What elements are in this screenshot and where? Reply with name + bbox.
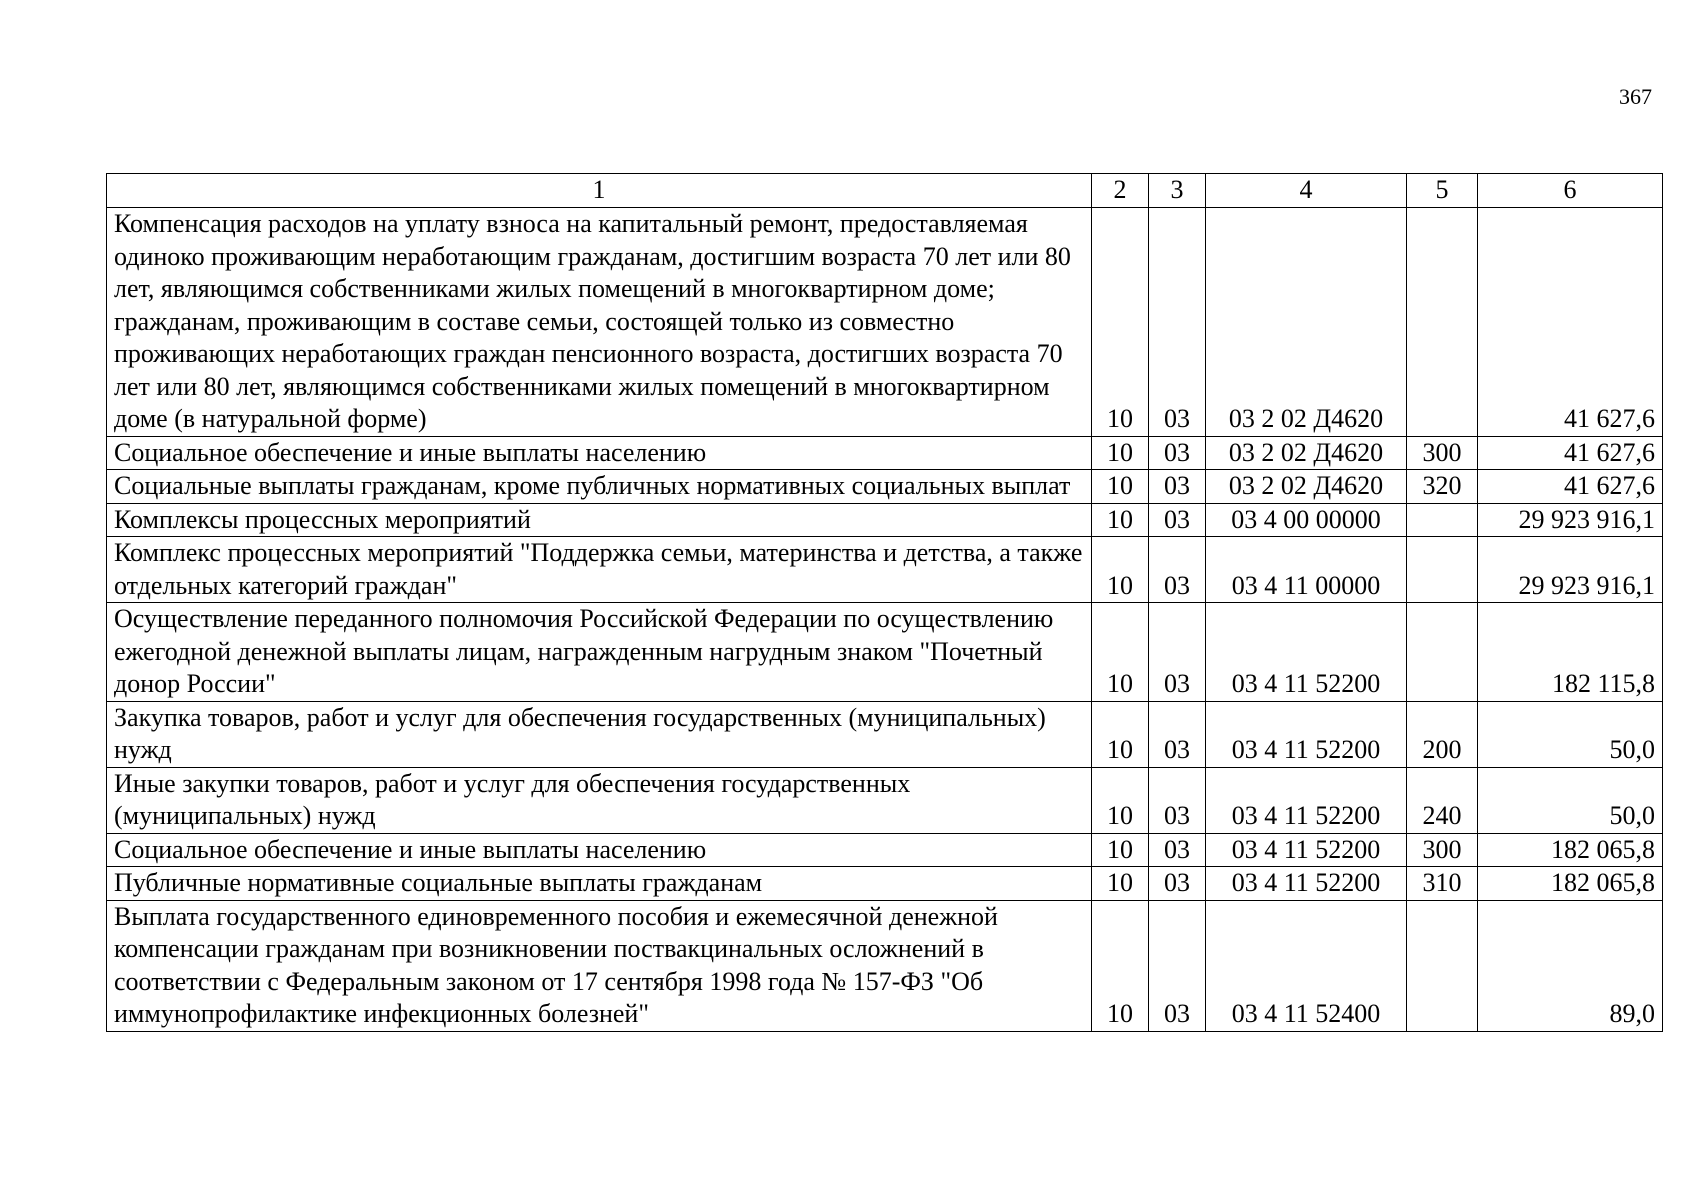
row-expense-type: [1407, 603, 1478, 702]
table-row: [107, 436, 1663, 470]
row-subsection: 03: [1149, 470, 1206, 504]
table-row: [107, 208, 1663, 437]
row-amount: 29 923 916,1: [1478, 503, 1663, 537]
row-name: Социальное обеспечение и иные выплаты населению: [107, 833, 1092, 867]
row-subsection: 03: [1149, 537, 1206, 603]
column-header-target-code: 4: [1206, 174, 1407, 208]
row-target-code: 03 4 11 52200: [1206, 701, 1407, 767]
row-target-code: 03 4 11 52400: [1206, 900, 1407, 1031]
column-header-expense-type: 5: [1407, 174, 1478, 208]
budget-table: [106, 173, 1663, 1032]
table-row: [107, 767, 1663, 833]
row-target-code: 03 4 11 52200: [1206, 767, 1407, 833]
row-target-code: 03 2 02 Д4620: [1206, 436, 1407, 470]
row-target-code: 03 4 11 00000: [1206, 537, 1407, 603]
column-header-subsection: 3: [1149, 174, 1206, 208]
row-expense-type: 310: [1407, 867, 1478, 901]
row-target-code: 03 2 02 Д4620: [1206, 470, 1407, 504]
table-header-row: [107, 174, 1663, 208]
row-subsection: 03: [1149, 208, 1206, 437]
page-number: 367: [1619, 84, 1652, 109]
table-row: [107, 900, 1663, 1031]
row-name: Компенсация расходов на уплату взноса на капитальный ремонт, предоставляемая одиноко проживающим неработающим гражданам, достигшим возраста 70 лет или 80 лет, являющимся собственниками жилых помещений в многоквартирном доме; гражданам, проживающим в составе семьи, состоящей только из совместно проживающих неработающих граждан пенсионного возраста, достигших возраста 70 лет или 80 лет, являющимся собственниками жилых помещений в многоквартирном доме (в натуральной форме): [107, 208, 1092, 437]
row-amount: 41 627,6: [1478, 436, 1663, 470]
row-section: 10: [1092, 833, 1149, 867]
row-name: Выплата государственного единовременного пособия и ежемесячной денежной компенсации гражданам при возникновении поствакцинальных осложнений в соответствии с Федеральным законом от 17 сентября 1998 года № 157-ФЗ "Об иммунопрофилактике инфекционных болезней": [107, 900, 1092, 1031]
row-target-code: 03 2 02 Д4620: [1206, 208, 1407, 437]
row-amount: 29 923 916,1: [1478, 537, 1663, 603]
row-amount: 182 065,8: [1478, 867, 1663, 901]
row-expense-type: [1407, 900, 1478, 1031]
row-expense-type: 300: [1407, 436, 1478, 470]
row-section: 10: [1092, 436, 1149, 470]
row-name: Закупка товаров, работ и услуг для обеспечения государственных (муниципальных) нужд: [107, 701, 1092, 767]
table-row: [107, 867, 1663, 901]
row-expense-type: 320: [1407, 470, 1478, 504]
row-section: 10: [1092, 470, 1149, 504]
row-subsection: 03: [1149, 701, 1206, 767]
table-row: [107, 603, 1663, 702]
row-name: Комплекс процессных мероприятий "Поддержка семьи, материнства и детства, а также отдельных категорий граждан": [107, 537, 1092, 603]
row-amount: 50,0: [1478, 767, 1663, 833]
row-amount: 182 065,8: [1478, 833, 1663, 867]
row-name: Иные закупки товаров, работ и услуг для обеспечения государственных (муниципальных) нужд: [107, 767, 1092, 833]
table-row: [107, 470, 1663, 504]
row-amount: 41 627,6: [1478, 470, 1663, 504]
row-name: Публичные нормативные социальные выплаты гражданам: [107, 867, 1092, 901]
column-header-section: 2: [1092, 174, 1149, 208]
row-subsection: 03: [1149, 833, 1206, 867]
row-name: Социальные выплаты гражданам, кроме публичных нормативных социальных выплат: [107, 470, 1092, 504]
row-expense-type: 300: [1407, 833, 1478, 867]
row-section: 10: [1092, 537, 1149, 603]
row-name: Осуществление переданного полномочия Российской Федерации по осуществлению ежегодной денежной выплаты лицам, награжденным нагрудным знаком "Почетный донор России": [107, 603, 1092, 702]
row-target-code: 03 4 11 52200: [1206, 603, 1407, 702]
row-subsection: 03: [1149, 603, 1206, 702]
row-target-code: 03 4 00 00000: [1206, 503, 1407, 537]
row-amount: 182 115,8: [1478, 603, 1663, 702]
row-section: 10: [1092, 503, 1149, 537]
row-expense-type: 200: [1407, 701, 1478, 767]
row-section: 10: [1092, 900, 1149, 1031]
row-expense-type: [1407, 503, 1478, 537]
row-expense-type: 240: [1407, 767, 1478, 833]
table-row: [107, 503, 1663, 537]
row-name: Комплексы процессных мероприятий: [107, 503, 1092, 537]
row-target-code: 03 4 11 52200: [1206, 867, 1407, 901]
row-expense-type: [1407, 208, 1478, 437]
table-row: [107, 833, 1663, 867]
column-header-name: 1: [107, 174, 1092, 208]
row-target-code: 03 4 11 52200: [1206, 833, 1407, 867]
row-section: 10: [1092, 603, 1149, 702]
table-row: [107, 537, 1663, 603]
row-name: Социальное обеспечение и иные выплаты населению: [107, 436, 1092, 470]
row-section: 10: [1092, 767, 1149, 833]
column-header-amount: 6: [1478, 174, 1663, 208]
row-subsection: 03: [1149, 900, 1206, 1031]
row-subsection: 03: [1149, 436, 1206, 470]
row-subsection: 03: [1149, 503, 1206, 537]
row-subsection: 03: [1149, 767, 1206, 833]
row-subsection: 03: [1149, 867, 1206, 901]
row-amount: 41 627,6: [1478, 208, 1663, 437]
table-row: [107, 701, 1663, 767]
row-section: 10: [1092, 208, 1149, 437]
row-section: 10: [1092, 701, 1149, 767]
row-expense-type: [1407, 537, 1478, 603]
row-section: 10: [1092, 867, 1149, 901]
row-amount: 89,0: [1478, 900, 1663, 1031]
row-amount: 50,0: [1478, 701, 1663, 767]
